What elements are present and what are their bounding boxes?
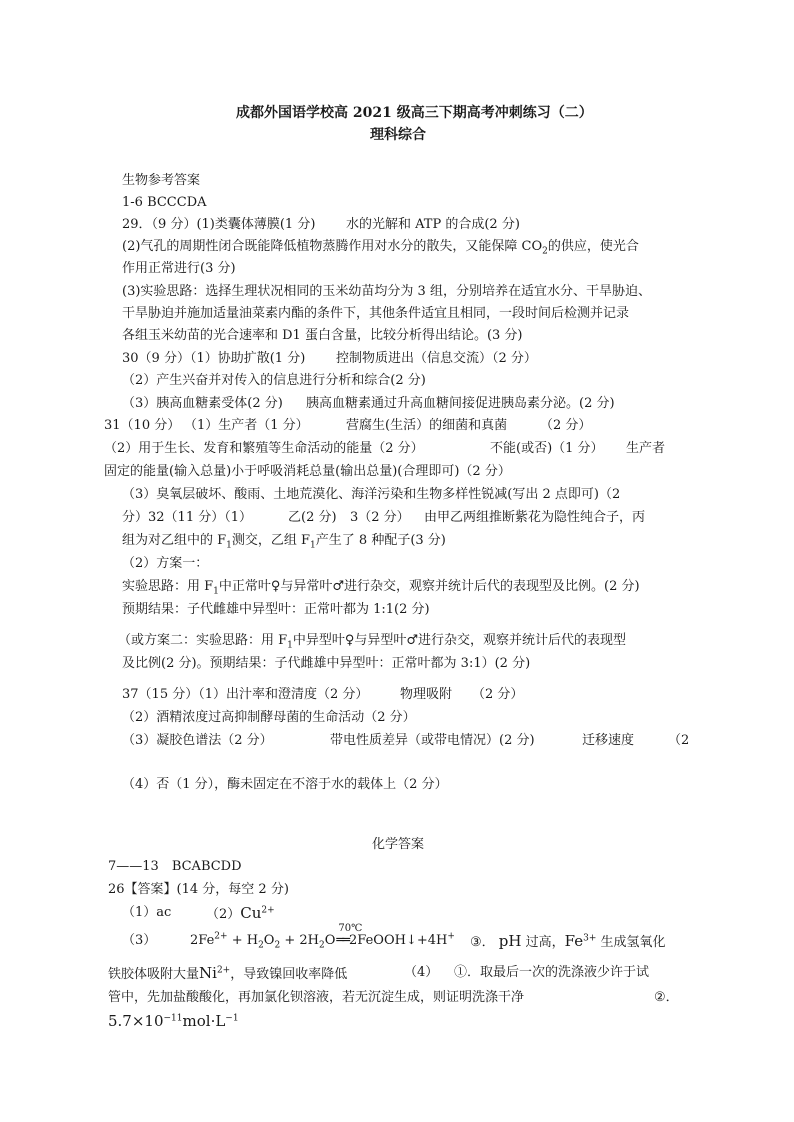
q32-line1c: 3（2 分） bbox=[350, 510, 410, 525]
q29-line6: 各组玉米幼苗的光合速率和 D1 蛋白含量，比较分析得出结论。(3 分) bbox=[122, 328, 523, 343]
q37-line3c: 迁移速度 bbox=[582, 733, 635, 748]
q32-line1d: 由甲乙两组推断紫花为隐性纯合子，丙 bbox=[424, 510, 646, 525]
q26-line1: 26【答案】(14 分，每空 2 分) bbox=[108, 882, 289, 897]
q31-line2b: 不能(或否)（1 分） bbox=[490, 441, 604, 456]
q32-line5: 预期结果：子代雌雄中异型叶：正常叶都为 1:1(2 分) bbox=[122, 602, 430, 617]
q32-line3: （2）方案一： bbox=[122, 556, 209, 571]
document-subtitle: 理科综合 bbox=[370, 127, 426, 143]
q32-line4: 实验思路：用 $F_1$中正常叶♀与异常叶♂进行杂交，观察并统计后代的表现型及比例。(2 分) bbox=[122, 579, 640, 597]
q30-line3b: 胰高血糖素通过升高血糖间接促进胰岛素分泌。(2 分) bbox=[306, 396, 615, 411]
q26-line5a: 管中，先加盐酸酸化，再加氯化钡溶液，若无沉淀生成，则证明洗涤干净 bbox=[108, 990, 525, 1005]
q37-line4: （4）否（1 分），酶未固定在不溶于水的载体上（2 分） bbox=[122, 777, 448, 792]
q26-line3a: （3） bbox=[122, 933, 157, 948]
q30-line1a: 30（9 分）（1）协助扩散(1 分) bbox=[122, 351, 306, 366]
q32-line2: 组为对乙组中的 $F_1$测交，乙组 $F_1$产生了 8 种配子(3 分) bbox=[122, 533, 446, 551]
q30-line3a: （3）胰高血糖素受体(2 分) bbox=[122, 396, 283, 411]
q37-line1b: 物理吸附 bbox=[400, 687, 453, 702]
q37-line3d: （2 bbox=[668, 733, 690, 748]
q29-line2: (2)气孔的周期性闭合既能降低植物蒸腾作用对水分的散失，又能保障 $CO_2$的供应，使光合 bbox=[122, 239, 639, 257]
q31-line1a: 31（10 分） bbox=[104, 418, 181, 433]
q26-line5b: ②． bbox=[654, 990, 679, 1005]
reaction-equation: $2Fe^{2+} + H_2O_2 + 2H_2O$ 70℃ ══2FeOOH↓+4H+ bbox=[190, 923, 455, 951]
q31-line2c: 生产者 bbox=[626, 441, 666, 456]
q37-line3b: 带电性质差异（或带电情况）(2 分) bbox=[330, 733, 535, 748]
q37-line1a: 37（15 分）（1）出汁率和澄清度（2 分） bbox=[122, 687, 369, 702]
q26-line2a: （1）ac bbox=[122, 905, 172, 920]
q37-line2: （2）酒精浓度过高抑制酵母菌的生命活动（2 分） bbox=[122, 710, 416, 725]
q31-line1d: （2 分） bbox=[540, 418, 592, 433]
q26-line4c: （4） bbox=[404, 965, 439, 980]
q26-line2b: $(2)Cu^{2+}$ bbox=[206, 904, 275, 922]
q29-line5: 干旱胁迫并施加适量油菜素内酯的条件下，其他条件适宜且相同，一段时间后检测并记录 bbox=[122, 306, 630, 321]
q37-line1c: （2 分） bbox=[472, 687, 524, 702]
q26-line6: $5.7\times 10^{-11}mol\cdot L^{-1}$ bbox=[108, 1012, 239, 1030]
q31-line4: （3）臭氧层破坏、酸雨、土地荒漠化、海洋污染和生物多样性锐减(写出 2 点即可)（2 bbox=[122, 487, 621, 502]
q26-line3-tail: ③． pH 过高，$Fe^{3+}$ 生成氢氧化 bbox=[470, 932, 666, 950]
q32-line1b: 乙(2 分) bbox=[288, 510, 337, 525]
biology-heading: 生物参考答案 bbox=[122, 173, 201, 188]
q29-line4: (3)实验思路：选择生理状况相同的玉米幼苗均分为 3 组，分别培养在适宜水分、干旱胁迫、 bbox=[122, 284, 651, 299]
q32-line6: （或方案二：实验思路：用 $F_1$中异型叶♀与异型叶♂进行杂交，观察并统计后代的表现型 bbox=[118, 633, 627, 651]
q29-line1b: 水的光解和 ATP 的合成(2 分) bbox=[346, 217, 520, 232]
q29-line3: 作用正常进行(3 分) bbox=[122, 261, 236, 276]
q30-line1b: 控制物质进出（信息交流）（2 分） bbox=[336, 351, 537, 366]
q29-line1a: 29．（9 分）(1)类囊体薄膜(1 分) bbox=[122, 217, 316, 232]
biology-mc-answers: 1-6 BCCCDA bbox=[122, 195, 207, 210]
chemistry-mc-answers: 7——13 BCABCDD bbox=[108, 859, 242, 874]
reaction-condition: 70℃ ══ bbox=[336, 923, 363, 948]
q26-line4a: 铁胶体吸附大量$Ni^{2+}$，导致镍回收率降低 bbox=[108, 964, 348, 982]
q26-line4d: ①．取最后一次的洗涤液少许于试 bbox=[454, 965, 650, 980]
q32-line7: 及比例(2 分)。预期结果：子代雌雄中异型叶：正常叶都为 3:1）(2 分) bbox=[122, 656, 531, 671]
q31-line2a: （2）用于生长、发育和繁殖等生命活动的能量（2 分） bbox=[104, 441, 424, 456]
q32-line1a: 分）32（11 分）（1） bbox=[122, 510, 252, 525]
q31-line1b: （1）生产者（1 分） bbox=[184, 418, 309, 433]
document-title: 成都外国语学校高 2021 级高三下期高考冲刺练习（二） bbox=[236, 105, 593, 121]
q37-line3a: （3）凝胶色谱法（2 分） bbox=[122, 733, 273, 748]
q31-line1c: 营腐生(生活）的细菌和真菌 bbox=[346, 418, 508, 433]
q31-line3: 固定的能量(输入总量)小于呼吸消耗总量(输出总量)(合理即可)（2 分） bbox=[104, 464, 511, 479]
chemistry-heading: 化学答案 bbox=[372, 837, 425, 852]
q30-line2: （2）产生兴奋并对传入的信息进行分析和综合(2 分) bbox=[122, 373, 426, 388]
